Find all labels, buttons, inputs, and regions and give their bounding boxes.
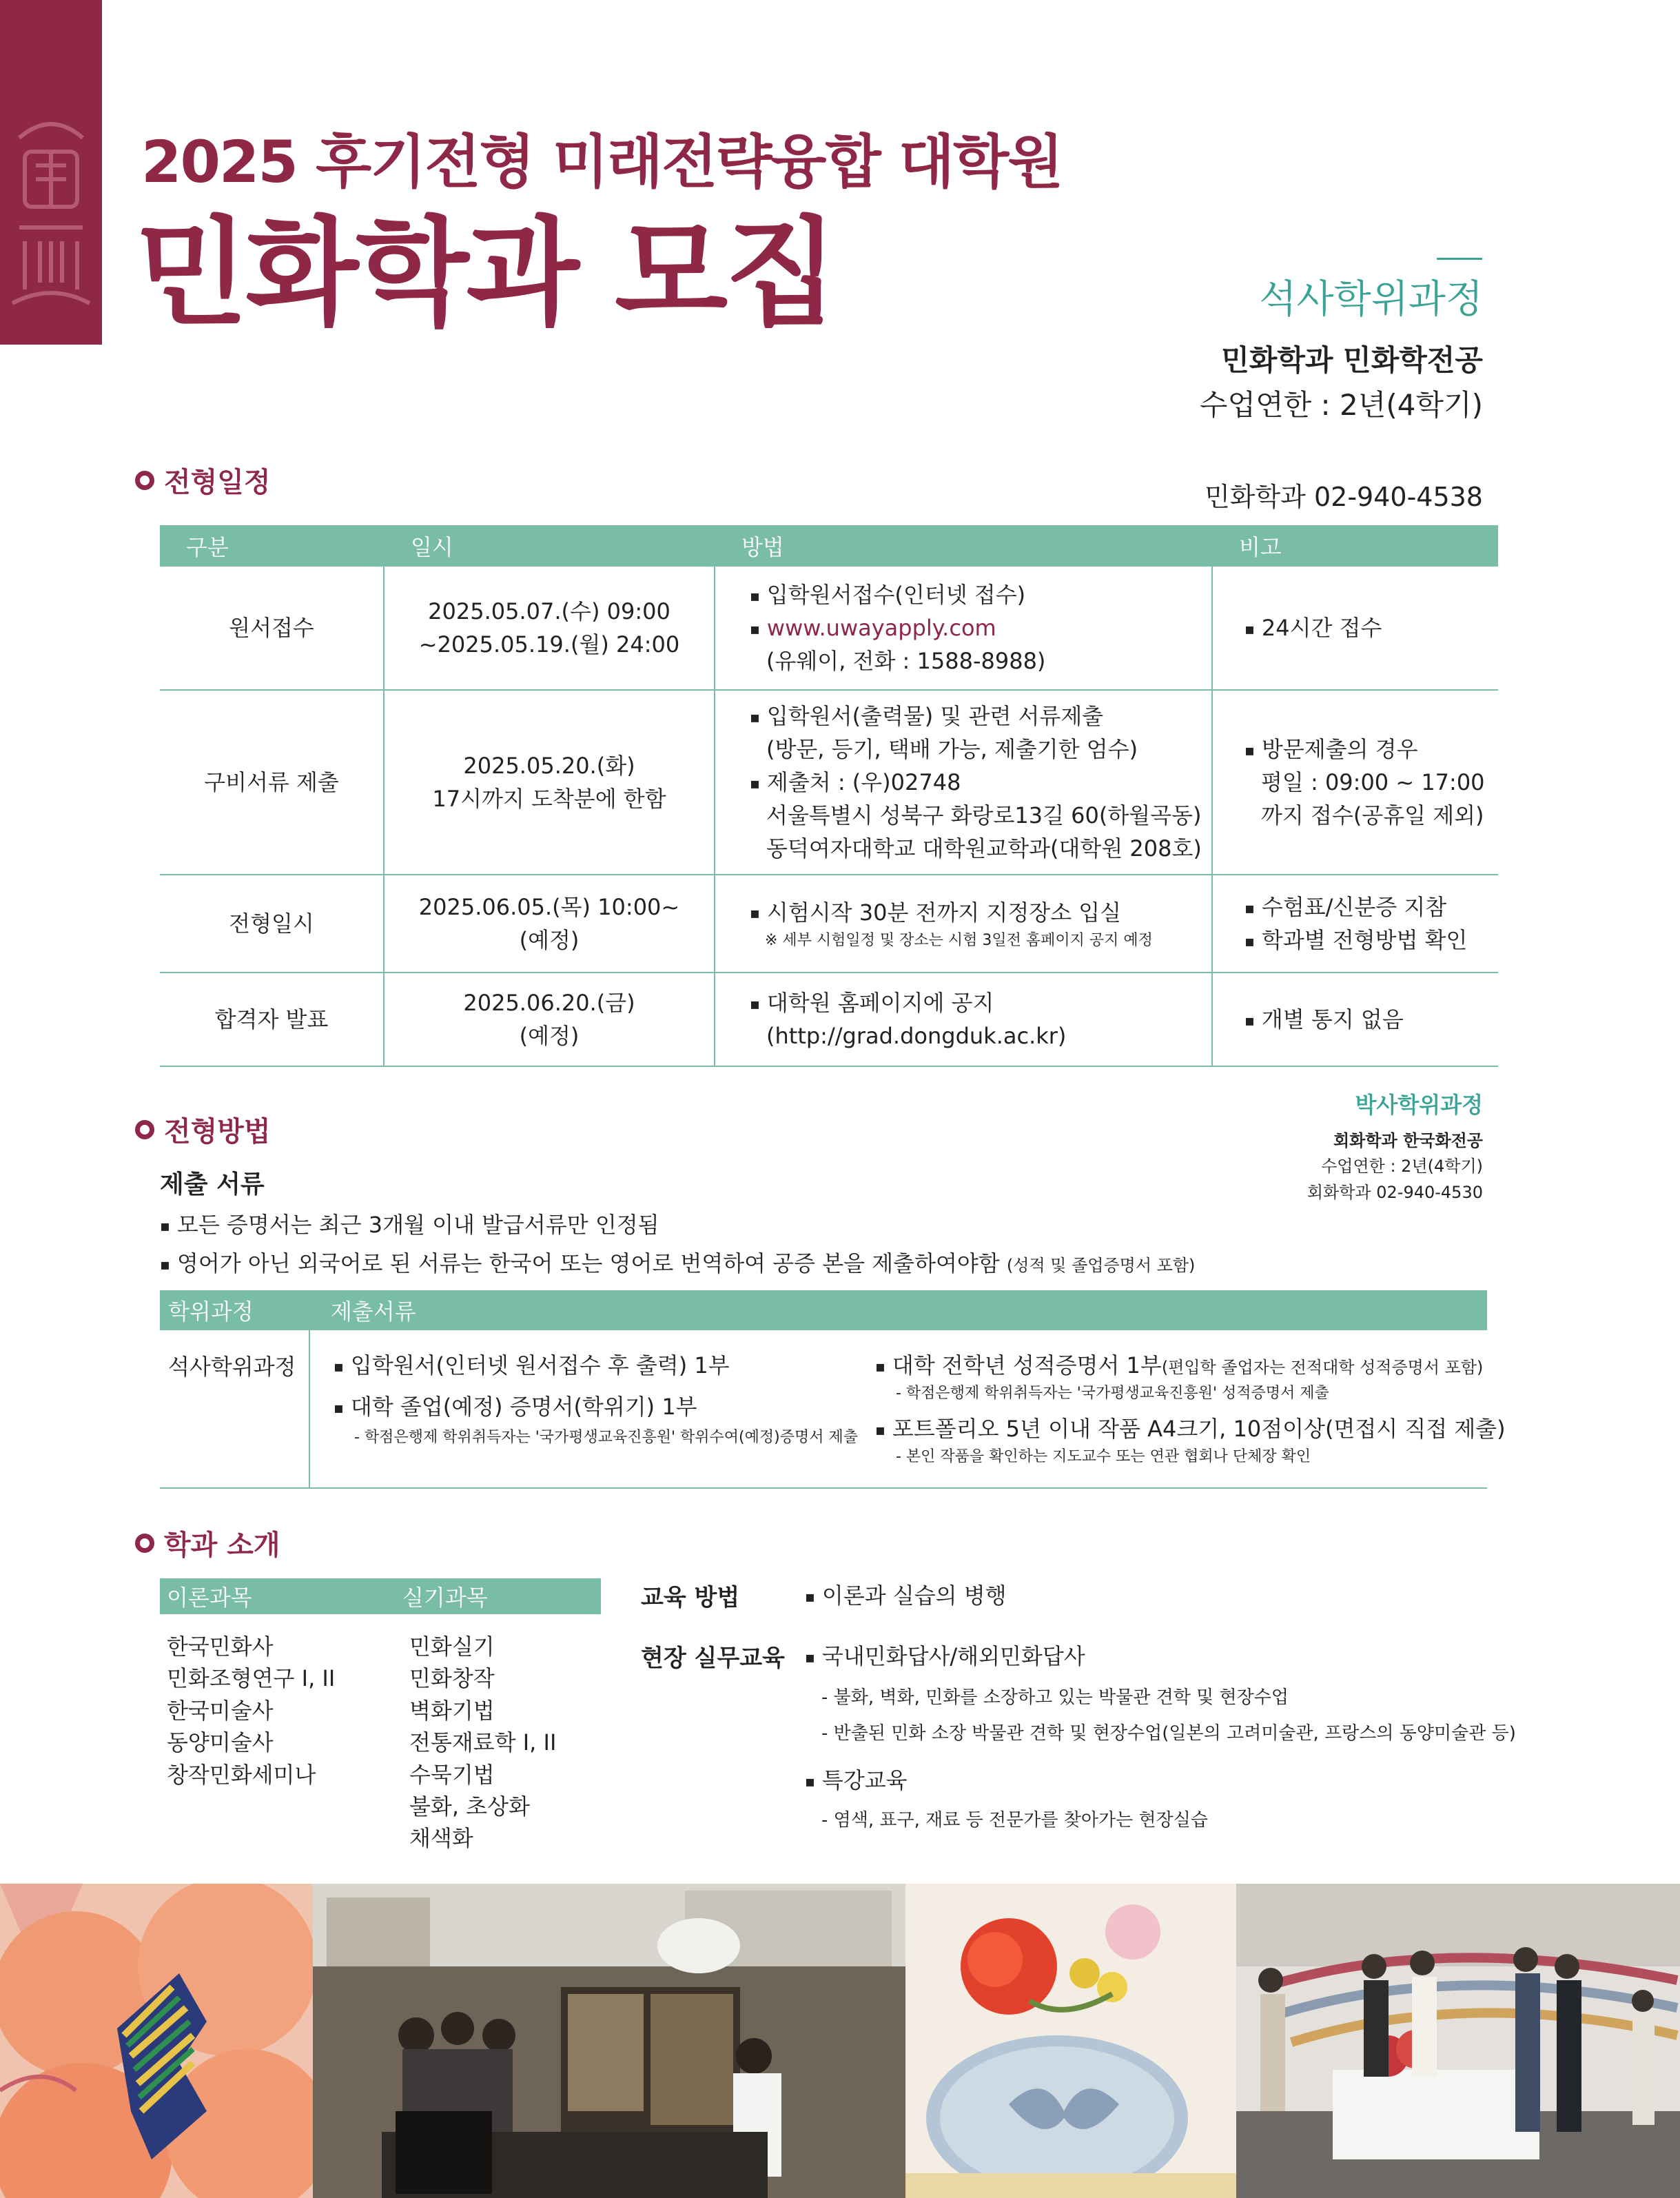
- divider: [1437, 258, 1482, 260]
- page-title: 민화학과 모집: [135, 205, 836, 342]
- apply-link[interactable]: [750, 611, 1211, 644]
- method-line: [750, 929, 1211, 952]
- section-heading-label: 전형방법: [164, 1116, 271, 1148]
- theory-course: 한국미술사: [167, 1697, 274, 1724]
- practice-course: 수묵기법: [409, 1761, 495, 1788]
- theory-course: 창작민화세미나: [167, 1761, 316, 1788]
- circle-bullet-icon: [135, 1120, 154, 1139]
- notice-text: 모든 증명서는 최근 3개월 이내 발급서류만 인정됨: [176, 1212, 659, 1238]
- method-text: ※ 세부 시험일정 및 장소는 시험 3일전 홈페이지 공지 예정: [765, 931, 1153, 949]
- field-training-item: [805, 1639, 1085, 1671]
- date-cell: [385, 973, 715, 1066]
- method-line: [750, 644, 1211, 678]
- method-line: [750, 578, 1211, 611]
- theory-course: 민화조형연구 I, II: [167, 1665, 336, 1692]
- notice-line: [160, 1246, 1195, 1278]
- note-text: 개별 통지 없음: [1261, 1006, 1404, 1032]
- method-line: [750, 700, 1211, 733]
- theory-course-list: [167, 1631, 409, 1887]
- method-cell: [715, 691, 1213, 874]
- notice-line: [160, 1208, 659, 1239]
- master-program-contact: 민화학과 02-940-4538: [1205, 482, 1483, 512]
- note-line: [1244, 611, 1498, 644]
- document-note: - 학점은행제 학위취득자는 '국가평생교육진흥원' 학위수여(예정)증명서 제출: [354, 1429, 858, 1446]
- date-line: (예정): [519, 927, 580, 953]
- special-lecture-text: 특강교육: [821, 1767, 908, 1793]
- note-text: 까지 접수(공휴일 제외): [1261, 802, 1484, 828]
- documents-title: 제출 서류: [160, 1170, 265, 1199]
- column-header: 구분: [186, 534, 229, 560]
- table-row: [160, 973, 1498, 1067]
- method-text[interactable]: www.uwayapply.com: [766, 615, 996, 641]
- document-note: - 본인 작품을 확인하는 지도교수 또는 연관 협회나 단체장 확인: [896, 1448, 1311, 1465]
- method-line: [750, 832, 1211, 865]
- section-heading-label: 전형일정: [164, 467, 271, 498]
- method-line: [750, 896, 1211, 929]
- field-training-note: - 염색, 표구, 재료 등 전문가를 찾아가는 현장실습: [821, 1810, 1208, 1831]
- documents-table-row: [160, 1330, 1506, 1489]
- method-text: 서울특별시 성북구 화랑로13길 60(하월곡동): [766, 802, 1202, 828]
- course-table-header: [160, 1578, 601, 1614]
- note-line: [1244, 891, 1498, 924]
- practice-course-list: [409, 1631, 601, 1887]
- document-item-text: 포트폴리오 5년 이내 작품 A4크기, 10점이상(면접시 직접 제출): [892, 1416, 1506, 1442]
- exhibition-opening-photo: [1236, 1884, 1680, 2198]
- document-item: [875, 1412, 1506, 1443]
- minhwa-painting-peaches-image: [0, 1884, 313, 2198]
- column-header: 이론과목: [167, 1585, 252, 1611]
- practice-course: 채색화: [409, 1825, 473, 1852]
- category-cell: 합격자 발표: [160, 973, 385, 1066]
- category-cell: 구비서류 제출: [160, 691, 385, 874]
- method-text: (방문, 등기, 택배 가능, 제출기한 엄수): [766, 736, 1138, 762]
- date-cell: [385, 567, 715, 689]
- field-training-note: - 반출된 민화 소장 박물관 견학 및 현장수업(일본의 고려미술관, 프랑스의 동양미술관 등): [821, 1723, 1516, 1744]
- practice-course: 벽화기법: [409, 1697, 495, 1724]
- schedule-table-body: [160, 567, 1498, 1067]
- doctoral-program-title: 박사학위과정: [1355, 1092, 1483, 1118]
- category-cell: 전형일시: [160, 875, 385, 972]
- column-header: 비고: [1239, 534, 1282, 560]
- note-cell: [1213, 567, 1498, 689]
- note-text: 학과별 전형방법 확인: [1261, 927, 1468, 953]
- note-text: 평일 : 09:00 ~ 17:00: [1261, 769, 1485, 795]
- method-text: (http://grad.dongduk.ac.kr): [766, 1023, 1067, 1049]
- method-cell: [715, 875, 1213, 972]
- field-training-label: 현장 실무교육: [641, 1645, 785, 1672]
- method-cell: [715, 973, 1213, 1066]
- note-text: 수험표/신분증 지참: [1261, 894, 1447, 920]
- method-text: 입학원서(출력물) 및 관련 서류제출: [766, 703, 1104, 729]
- date-line: (예정): [519, 1023, 580, 1049]
- note-line: [1244, 766, 1498, 799]
- section-heading-label: 학과 소개: [164, 1529, 280, 1561]
- theory-course: 한국민화사: [167, 1634, 274, 1660]
- column-header: 제출서류: [331, 1299, 416, 1325]
- course-table-body: [160, 1614, 601, 1902]
- edu-method-value: 이론과 실습의 병행: [821, 1583, 1007, 1609]
- edu-method-label: 교육 방법: [641, 1584, 740, 1611]
- notice-text: 영어가 아닌 외국어로 된 서류는 한국어 또는 영어로 번역하여 공증 본을 제출하여야함: [176, 1250, 1007, 1276]
- date-line: 2025.05.07.(수) 09:00: [428, 598, 670, 624]
- schedule-table: [160, 525, 1498, 1067]
- university-emblem-icon: [6, 110, 96, 317]
- method-text: 제출처 : (우)02748: [766, 769, 961, 795]
- documents-cell: [310, 1330, 1506, 1487]
- master-program-title: 석사학위과정: [1259, 277, 1483, 322]
- section-heading-schedule: [135, 460, 271, 500]
- column-header: 실기과목: [402, 1585, 488, 1611]
- program-cell: 석사학위과정: [160, 1330, 310, 1487]
- section-heading-method: [135, 1110, 271, 1149]
- column-header: 일시: [411, 534, 453, 560]
- headline: 2025 후기전형 미래전략융합 대학원: [141, 128, 1063, 196]
- document-note: - 학점은행제 학위취득자는 '국가평생교육진흥원' 성적증명서 제출: [896, 1385, 1329, 1402]
- document-item: [875, 1348, 1483, 1380]
- table-row: [160, 691, 1498, 875]
- circle-bullet-icon: [135, 471, 154, 490]
- document-item-text: 대학 졸업(예정) 증명서(학위기) 1부: [350, 1394, 697, 1420]
- date-line: 2025.06.20.(금): [463, 990, 635, 1016]
- practice-course: 불화, 초상화: [409, 1793, 530, 1820]
- document-item-text: 입학원서(인터넷 원서접수 후 출력) 1부: [350, 1352, 730, 1378]
- special-lecture-item: [805, 1763, 908, 1795]
- method-line: [750, 986, 1211, 1019]
- practice-course: 민화실기: [409, 1634, 495, 1660]
- note-cell: [1213, 691, 1498, 874]
- column-header: 학위과정: [168, 1299, 254, 1325]
- date-cell: [385, 875, 715, 972]
- method-cell: [715, 567, 1213, 689]
- method-line: [750, 733, 1211, 766]
- document-item-small: (편입학 졸업자는 전적대학 성적증명서 포함): [1161, 1358, 1484, 1377]
- section-heading-intro: [135, 1523, 280, 1563]
- note-cell: [1213, 973, 1498, 1066]
- doctoral-program-contact: 회화학과 02-940-4530: [1307, 1183, 1483, 1202]
- class-workshop-photo: [313, 1884, 905, 2198]
- method-text: 동덕여자대학교 대학원교학과(대학원 208호): [766, 835, 1202, 862]
- schedule-table-header: [160, 525, 1498, 567]
- field-training-note: - 불화, 벽화, 민화를 소장하고 있는 박물관 견학 및 현장수업: [821, 1687, 1289, 1708]
- note-line: [1244, 924, 1498, 957]
- method-text: (유웨이, 전화 : 1588-8988): [766, 648, 1046, 674]
- table-row: [160, 567, 1498, 691]
- note-text: 방문제출의 경우: [1261, 736, 1418, 762]
- doctoral-program-major: 회화학과 한국화전공: [1333, 1131, 1483, 1150]
- date-line: 2025.05.20.(화): [463, 753, 635, 779]
- document-item-text: 대학 전학년 성적증명서 1부: [892, 1352, 1162, 1378]
- practice-course: 민화창작: [409, 1665, 495, 1692]
- course-table: [160, 1578, 601, 1902]
- column-header: 방법: [741, 534, 784, 560]
- date-line: 17시까지 도착분에 한함: [432, 786, 666, 812]
- note-line: [1244, 733, 1498, 766]
- edu-method-text: [805, 1578, 1007, 1610]
- document-item: [334, 1348, 730, 1380]
- method-line: [750, 766, 1211, 799]
- table-row: [160, 875, 1498, 973]
- master-program-duration: 수업연한 : 2년(4학기): [1199, 388, 1483, 422]
- method-line: [750, 799, 1211, 832]
- note-cell: [1213, 875, 1498, 972]
- note-line: [1244, 799, 1498, 832]
- notice-small: (성적 및 졸업증명서 포함): [1006, 1256, 1196, 1275]
- method-text: 입학원서접수(인터넷 접수): [766, 582, 1026, 608]
- documents-table-header: [160, 1290, 1487, 1330]
- field-training-item-text: 국내민화답사/해외민화답사: [821, 1643, 1085, 1669]
- date-cell: [385, 691, 715, 874]
- method-line: [750, 1019, 1211, 1052]
- note-line: [1244, 1003, 1498, 1036]
- document-item: [334, 1390, 697, 1421]
- note-text: 24시간 접수: [1261, 615, 1382, 641]
- circle-bullet-icon: [135, 1534, 154, 1553]
- category-cell: 원서접수: [160, 567, 385, 689]
- minhwa-painting-flowers-image: [905, 1884, 1236, 2198]
- doctoral-program-duration: 수업연한 : 2년(4학기): [1321, 1157, 1483, 1176]
- theory-course: 동양미술사: [167, 1729, 274, 1756]
- date-line: 2025.06.05.(목) 10:00~: [418, 894, 680, 920]
- date-line: ~2025.05.19.(월) 24:00: [418, 631, 680, 658]
- practice-course: 전통재료학 I, II: [409, 1729, 557, 1756]
- documents-table: [160, 1290, 1506, 1489]
- method-text: 대학원 홈페이지에 공지: [766, 990, 994, 1016]
- method-text: 시험시작 30분 전까지 지정장소 입실: [766, 899, 1122, 926]
- master-program-major: 민화학과 민화학전공: [1221, 343, 1483, 377]
